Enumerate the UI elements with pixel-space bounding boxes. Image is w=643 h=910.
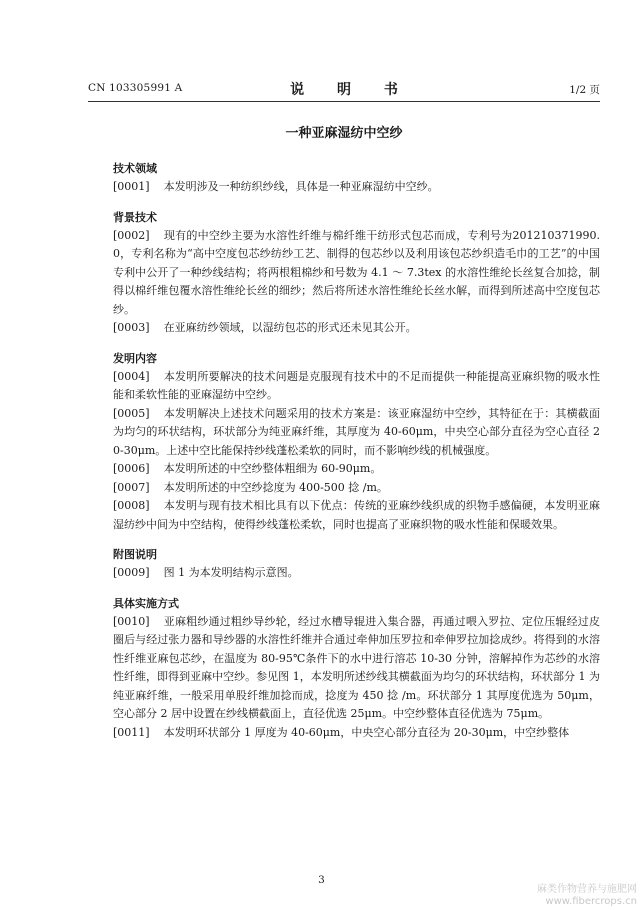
paragraph-text: 本发明所述的中空纱整体粗细为 60-90μm。 bbox=[163, 462, 382, 475]
document-body bbox=[113, 160, 600, 742]
header-divider bbox=[88, 101, 600, 102]
paragraph bbox=[113, 724, 600, 743]
paragraph-number: [0003] bbox=[113, 321, 150, 334]
paragraph bbox=[113, 479, 600, 498]
section-heading: 附图说明 bbox=[113, 548, 157, 561]
paragraph-number: [0010] bbox=[113, 614, 150, 628]
paragraph-number: [0006] bbox=[113, 462, 150, 475]
paragraph bbox=[113, 319, 600, 338]
paragraph-text: 本发明所述的中空纱捻度为 400-500 捻 /m。 bbox=[163, 480, 388, 494]
section bbox=[113, 160, 600, 197]
paragraph bbox=[113, 368, 600, 405]
paragraph-text: 本发明环状部分 1 厚度为 40-60μm，中央空心部分直径为 20-30μm，中空纱整体 bbox=[163, 725, 570, 739]
watermark bbox=[537, 884, 637, 908]
paragraph bbox=[113, 613, 600, 724]
paragraph-number: [0011] bbox=[113, 725, 150, 739]
document-type-heading: 说 明 书 bbox=[290, 82, 412, 98]
section-heading: 具体实施方式 bbox=[113, 596, 179, 610]
document-title: 一种亚麻湿纺中空纱 bbox=[285, 126, 403, 141]
section bbox=[113, 209, 600, 338]
paragraph-text: 现有的中空纱主要为水溶性纤维与棉纤维干纺形式包芯而成，专利号为201210371990.0，专利名称为“高中空度包芯纱纺纱工艺、制得的包芯纱以及利用该包芯纱织造毛巾的工艺”的中国专利中公开了一种纱线结构；将两根粗棉纱和号数为 4.1 ～ 7.3tex 的水溶性维纶长丝复合加捻，制得以棉纤维包覆水溶性维纶长丝的细纱；然后将所述水溶性维纶长丝水解，而得到所述高中空度包芯纱。 bbox=[113, 228, 600, 316]
paragraph bbox=[113, 564, 600, 583]
paragraph-number: [0008] bbox=[113, 499, 150, 512]
watermark-site-name: 麻类作物营养与施肥网 bbox=[537, 884, 637, 895]
page-indicator: 1/2 页 bbox=[569, 84, 600, 96]
paragraph-text: 本发明所要解决的技术问题是克服现有技术中的不足而提供一种能提高亚麻织物的吸水性能和柔软性能的亚麻湿纺中空纱。 bbox=[113, 369, 600, 401]
paragraph-text: 本发明解决上述技术问题采用的技术方案是：该亚麻湿纺中空纱，其特征在于：其横截面为均匀的环状结构，环状部分为纯亚麻纤维，其厚度为 40-60μm，中央空心部分直径为空心直径 20-30μm。上述中空比能保持纱线蓬松柔软的同时，而不影响纱线的机械强度。 bbox=[113, 406, 600, 457]
paragraph-text: 亚麻粗纱通过粗纱导纱轮，经过水槽导辊进入集合器，再通过喂入罗拉、定位压辊经过皮圈后与经过张力器和导纱器的水溶性纤维并合通过牵伸加压罗拉和牵伸罗拉加捻成纱。将得到的水溶性纤维亚麻包芯纱，在温度为 80-95℃条件下的水中进行溶芯 10-30 分钟，溶解掉作为芯纱的水溶性纤维，即得到亚麻中空纱。参见图 1，本发明所述纱线其横截面为均匀的环状结构，环状部分 1 为纯亚麻纤维，一般采用单股纤维加捻而成，捻度为 450 捻 /m。环状部分 1 其厚度优选为 50μm，空心部分 2 居中设置在纱线横截面上，直径优选 25μm。中空纱整体直径优选为 75μm。 bbox=[113, 614, 600, 720]
paragraph-number: [0002] bbox=[113, 228, 150, 242]
paragraph-text: 图 1 为本发明结构示意图。 bbox=[163, 566, 299, 579]
paragraph bbox=[113, 405, 600, 461]
paragraph-number: [0007] bbox=[113, 480, 150, 494]
section-heading: 背景技术 bbox=[113, 210, 157, 224]
paragraph-text: 本发明涉及一种纺织纱线，具体是一种亚麻湿纺中空纱。 bbox=[163, 180, 439, 193]
paragraph bbox=[113, 460, 600, 479]
section bbox=[113, 350, 600, 535]
paragraph bbox=[113, 227, 600, 320]
paragraph bbox=[113, 497, 600, 534]
publication-number: CN 103305991 A bbox=[88, 82, 183, 94]
section-heading: 发明内容 bbox=[113, 351, 157, 365]
section-heading: 技术领域 bbox=[113, 162, 157, 175]
paragraph-number: [0005] bbox=[113, 406, 150, 420]
section bbox=[113, 546, 600, 583]
paragraph-text: 在亚麻纺纱领域，以湿纺包芯的形式还未见其公开。 bbox=[163, 321, 417, 334]
page-header bbox=[88, 79, 600, 101]
paragraph-number: [0009] bbox=[113, 566, 150, 579]
paragraph-number: [0001] bbox=[113, 180, 150, 193]
page-number: 3 bbox=[318, 874, 325, 886]
watermark-url: www.fibercrops.cn bbox=[545, 896, 637, 907]
paragraph-text: 本发明与现有技术相比具有以下优点：传统的亚麻纱线织成的织物手感偏硬，本发明亚麻湿纺纱中间为中空结构，使得纱线蓬松柔软，同时也提高了亚麻织物的吸水性能和保暖效果。 bbox=[113, 499, 600, 531]
paragraph-number: [0004] bbox=[113, 369, 150, 383]
section bbox=[113, 595, 600, 743]
paragraph bbox=[113, 178, 600, 197]
